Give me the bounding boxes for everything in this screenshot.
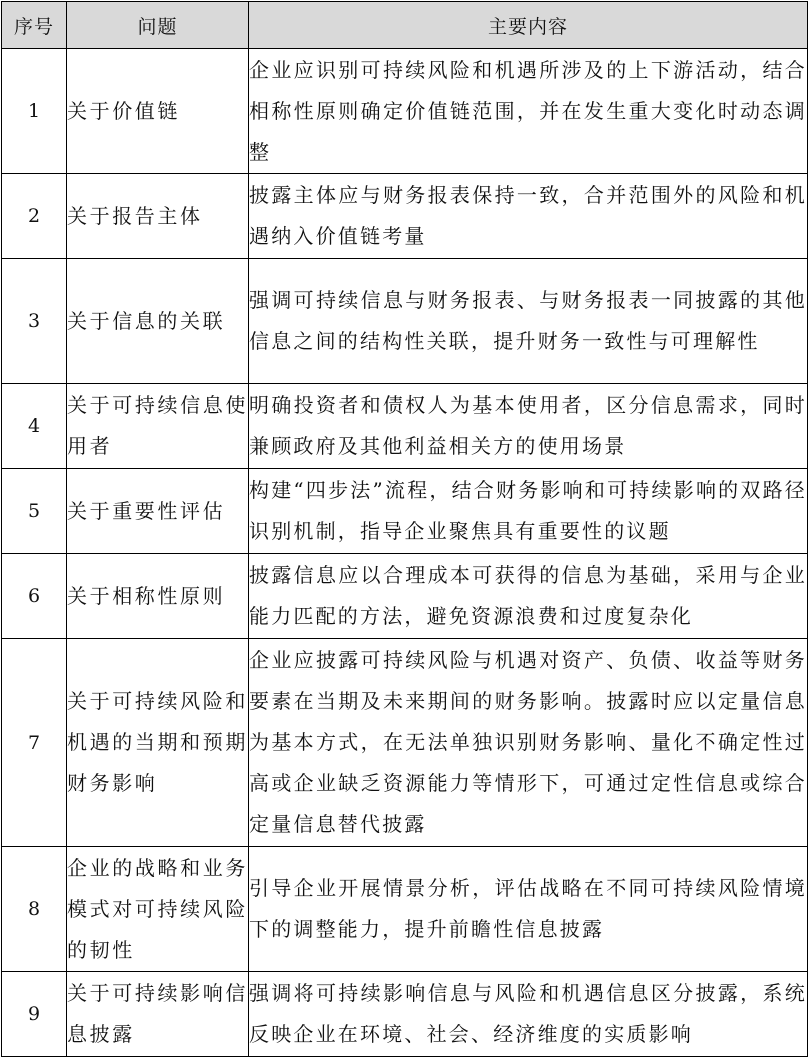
header-issue: 问题 bbox=[67, 2, 249, 49]
row-content: 明确投资者和债权人为基本使用者，区分信息需求，同时兼顾政府及其他利益相关方的使用场景 bbox=[249, 384, 808, 469]
row-issue: 关于相称性原则 bbox=[67, 554, 249, 639]
header-content: 主要内容 bbox=[249, 2, 808, 49]
row-content: 企业应披露可持续风险与机遇对资产、负债、收益等财务要素在当期及未来期间的财务影响。披露时应以定量信息为基本方式，在无法单独识别财务影响、量化不确定性过高或企业缺乏资源能力等情形下，可通过定性信息或综合定量信息替代披露 bbox=[249, 639, 808, 847]
row-issue: 关于报告主体 bbox=[67, 174, 249, 259]
header-row bbox=[2, 2, 808, 49]
row-issue: 关于重要性评估 bbox=[67, 469, 249, 554]
row-number: 6 bbox=[2, 554, 67, 639]
row-content: 强调可持续信息与财务报表、与财务报表一同披露的其他信息之间的结构性关联，提升财务一致性与可理解性 bbox=[249, 259, 808, 384]
row-number: 7 bbox=[2, 639, 67, 847]
row-content: 构建“四步法”流程，结合财务影响和可持续影响的双路径识别机制，指导企业聚焦具有重要性的议题 bbox=[249, 469, 808, 554]
row-content: 强调将可持续影响信息与风险和机遇信息区分披露，系统反映企业在环境、社会、经济维度的实质影响 bbox=[249, 972, 808, 1057]
table-row bbox=[2, 972, 808, 1057]
table-row bbox=[2, 469, 808, 554]
row-number: 2 bbox=[2, 174, 67, 259]
row-content: 披露信息应以合理成本可获得的信息为基础，采用与企业能力匹配的方法，避免资源浪费和过度复杂化 bbox=[249, 554, 808, 639]
row-content: 引导企业开展情景分析，评估战略在不同可持续风险情境下的调整能力，提升前瞻性信息披露 bbox=[249, 847, 808, 972]
row-issue: 企业的战略和业务模式对可持续风险的韧性 bbox=[67, 847, 249, 972]
row-number: 8 bbox=[2, 847, 67, 972]
row-issue: 关于可持续影响信息披露 bbox=[67, 972, 249, 1057]
issues-table bbox=[1, 1, 808, 1057]
table-row bbox=[2, 847, 808, 972]
table-row bbox=[2, 174, 808, 259]
row-issue: 关于可持续风险和机遇的当期和预期财务影响 bbox=[67, 639, 249, 847]
table-row bbox=[2, 384, 808, 469]
table-row bbox=[2, 49, 808, 174]
row-content: 披露主体应与财务报表保持一致，合并范围外的风险和机遇纳入价值链考量 bbox=[249, 174, 808, 259]
row-issue: 关于可持续信息使用者 bbox=[67, 384, 249, 469]
row-number: 9 bbox=[2, 972, 67, 1057]
row-content: 企业应识别可持续风险和机遇所涉及的上下游活动，结合相称性原则确定价值链范围，并在发生重大变化时动态调整 bbox=[249, 49, 808, 174]
header-no: 序号 bbox=[2, 2, 67, 49]
table-row bbox=[2, 639, 808, 847]
table-row bbox=[2, 554, 808, 639]
row-issue: 关于信息的关联 bbox=[67, 259, 249, 384]
row-issue: 关于价值链 bbox=[67, 49, 249, 174]
row-number: 3 bbox=[2, 259, 67, 384]
row-number: 5 bbox=[2, 469, 67, 554]
table-row bbox=[2, 259, 808, 384]
row-number: 1 bbox=[2, 49, 67, 174]
row-number: 4 bbox=[2, 384, 67, 469]
